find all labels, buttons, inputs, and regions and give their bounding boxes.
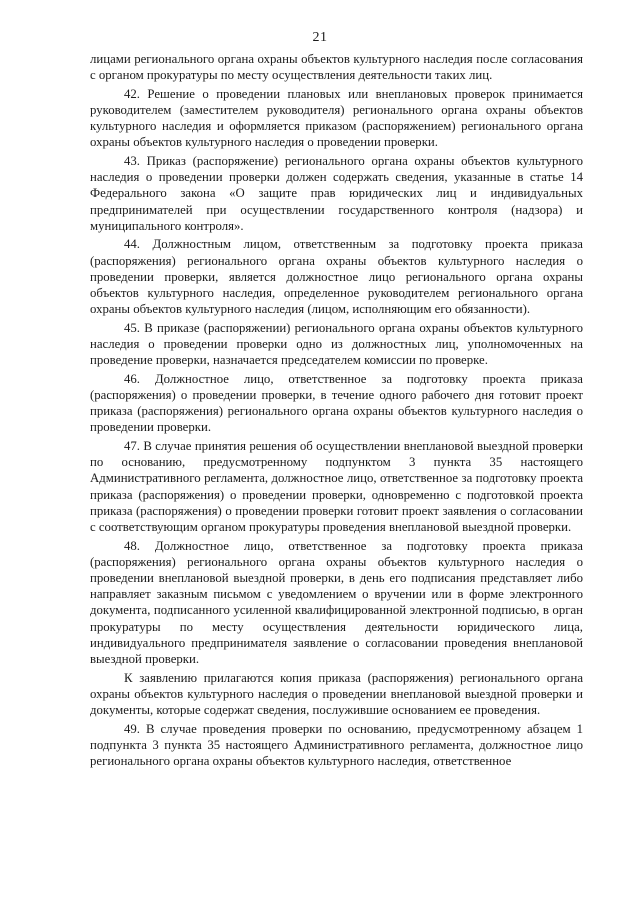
document-body <box>90 51 583 772</box>
paragraph-48-attachment: К заявлению прилагаются копия приказа (распоряжения) регионального органа охраны объектов культурного наследия о проведении внеплановой выездной проверки и документы, которые содержат сведения, послужившие основанием ее проведения. <box>90 670 583 718</box>
paragraph-49: 49. В случае проведения проверки по основанию, предусмотренному абзацем 1 подпункта 3 пункта 35 настоящего Административного регламента, должностное лицо регионального органа охраны объектов культурного наследия, ответственное <box>90 721 583 769</box>
paragraph-44: 44. Должностным лицом, ответственным за подготовку проекта приказа (распоряжения) регионального органа охраны объектов культурного наследия о проведении проверки, является должностное лицо регионального органа охраны объектов культурного наследия, определенное руководителем регионального органа охраны объектов культурного наследия (лицом, исполняющим его обязанности). <box>90 237 583 317</box>
paragraph-continuation: лицами регионального органа охраны объектов культурного наследия после согласования с органом прокуратуры по месту осуществления деятельности таких лиц. <box>90 52 583 83</box>
paragraph-43: 43. Приказ (распоряжение) регионального органа охраны объектов культурного наследия о проведении проверки должен содержать сведения, указанные в статье 14 Федерального закона «О защите прав юридических лиц и индивидуальных предпринимателей при осуществлении государственного контроля (надзора) и муниципального контроля». <box>90 154 583 233</box>
paragraph-42: 42. Решение о проведении плановых или внеплановых проверок принимается руководителем (заместителем руководителя) регионального органа охраны объектов культурного наследия и оформляется приказом (распоряжением) регионального органа охраны объектов культурного наследия о проведении проверки. <box>90 86 583 150</box>
page-number: 21 <box>312 30 328 45</box>
paragraph-48: 48. Должностное лицо, ответственное за подготовку проекта приказа (распоряжения) регионального органа охраны объектов культурного наследия о проведении внеплановой выездной проверки, в день его подписания представляет либо направляет заказным письмом с уведомлением о вручении или в форме электронного документа, подписанного усиленной квалифицированной электронной подписью, в орган прокуратуры по месту осуществления деятельности юридического лица, индивидуального предпринимателя заявление о согласовании проведения внеплановой выездной проверки. <box>90 538 583 667</box>
paragraph-45: 45. В приказе (распоряжении) регионального органа охраны объектов культурного наследия о проведении проверки одно из должностных лиц, уполномоченных на проведение проверки, назначается председателем комиссии по проверке. <box>90 320 583 368</box>
paragraph-47: 47. В случае принятия решения об осуществлении внеплановой выездной проверки по основанию, предусмотренному подпунктом 3 пункта 35 настоящего Административного регламента, должностное лицо, ответственное за подготовку проекта приказа (распоряжения) о проведении проверки, одновременно с подготовкой проекта приказа (распоряжения) о проведении проверки готовит проект заявления о согласовании с соответствующим органом прокуратуры проведения внеплановой выездной проверки. <box>90 439 583 535</box>
paragraph-46: 46. Должностное лицо, ответственное за подготовку проекта приказа (распоряжения) о проведении проверки, в течение одного рабочего дня готовит проект приказа (распоряжения) регионального органа охраны объектов культурного наследия о проведении проверки. <box>90 371 583 435</box>
